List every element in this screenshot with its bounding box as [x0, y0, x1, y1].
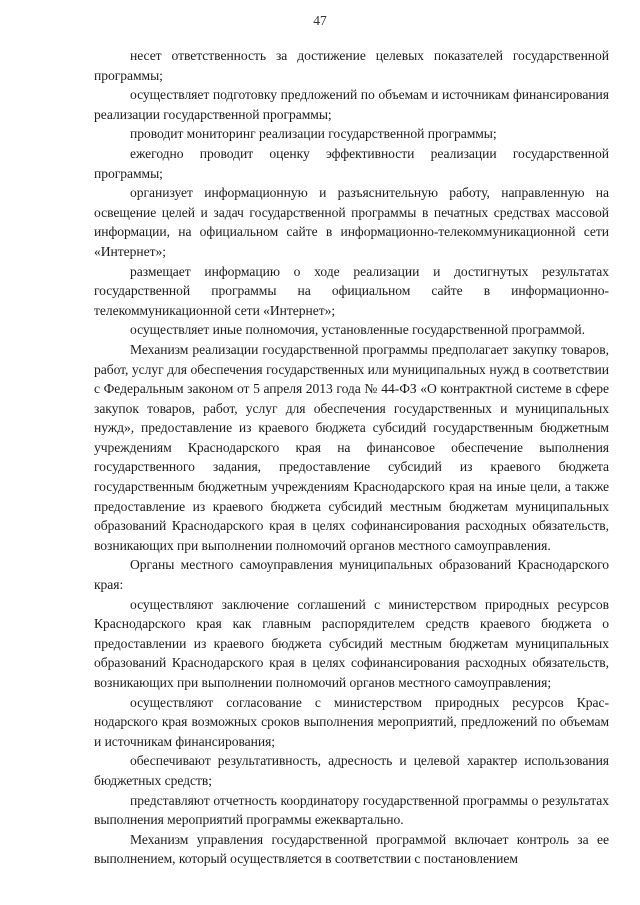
body-text [94, 46, 609, 869]
page-number: 47 [313, 13, 327, 28]
paragraph: организует информационную и разъяснительную работу, направленную на освещение целей и задач государственной программы в печатных средствах массовой информации, на официальном сайте в информационно-телекоммуникационной сети «Интернет»; [94, 185, 609, 259]
paragraph: осуществляет подготовку предложений по объемам и источникам финансирования реализации государственной программы; [94, 87, 609, 122]
paragraph: представляют отчетность координатору государственной программы о результатах выполнения мероприятий программы ежеквартально. [94, 792, 609, 828]
paragraph: осуществляют согласование с министерством природных ресурсов Краснодарского края возможных сроков выполнения мероприятий, предложений по объемам и источникам финансирования; [94, 694, 609, 749]
paragraph: обеспечивают результативность, адресность и целевой характер использования бюджетных средств; [94, 753, 609, 788]
paragraph: Механизм реализации государственной программы предполагает закупку товаров, работ, услуг для обеспечения государственных или муниципальных нужд в соответствии с Федеральным законом от 5 апреля 2013 года № 44-ФЗ «О контрактной системе в сфере закупок товаров, работ, услуг для обеспечения государственных и муниципальных нужд», предоставление из краевого бюджета субсидий государственным бюджетным учреждениям Краснодарского края на финансовое обеспечение выполнения государственного задания, предоставление субсидий из краевого бюджета государственным бюджетным учреждениям Краснодарского края на иные цели, а также предоставление из краевого бюджета субсидий местным бюджетам муниципальных образований Краснодарского края в целях софинансирования расходных обязательств, возникающих при выполнении полномочий органов местного самоуправления. [94, 341, 609, 553]
paragraph: проводит мониторинг реализации государственной программы; [130, 126, 497, 142]
paragraph: размещает информацию о ходе реализации и достигнутых результатах государственной программы на официальном сайте в информационно-телекоммуникационной сети «Интернет»; [94, 263, 609, 318]
paragraph: осуществляет иные полномочия, установленные государственной программой. [130, 322, 585, 338]
paragraph: Органы местного самоуправления муниципальных образований Краснодарского края: [94, 557, 609, 593]
paragraph: ежегодно проводит оценку эффективности реализации государственной программы; [94, 145, 609, 181]
paragraph: осуществляют заключение соглашений с министерством природных ресурсов Краснодарского края как главным распорядителем средств краевого бюджета о предоставлении из краевого бюджета субсидий местным бюджетам муниципальных образований Краснодарского края в целях софинансирования расходных обязательств, возникающих при выполнении полномочий органов местного самоуправления; [94, 596, 609, 690]
paragraph: Механизм управления государственной программой включает контроль за ее выполнением, который осуществляется в соответствии с постановлением [94, 831, 609, 867]
paragraph: несет ответственность за достижение целевых показателей государственной программы; [94, 48, 609, 83]
